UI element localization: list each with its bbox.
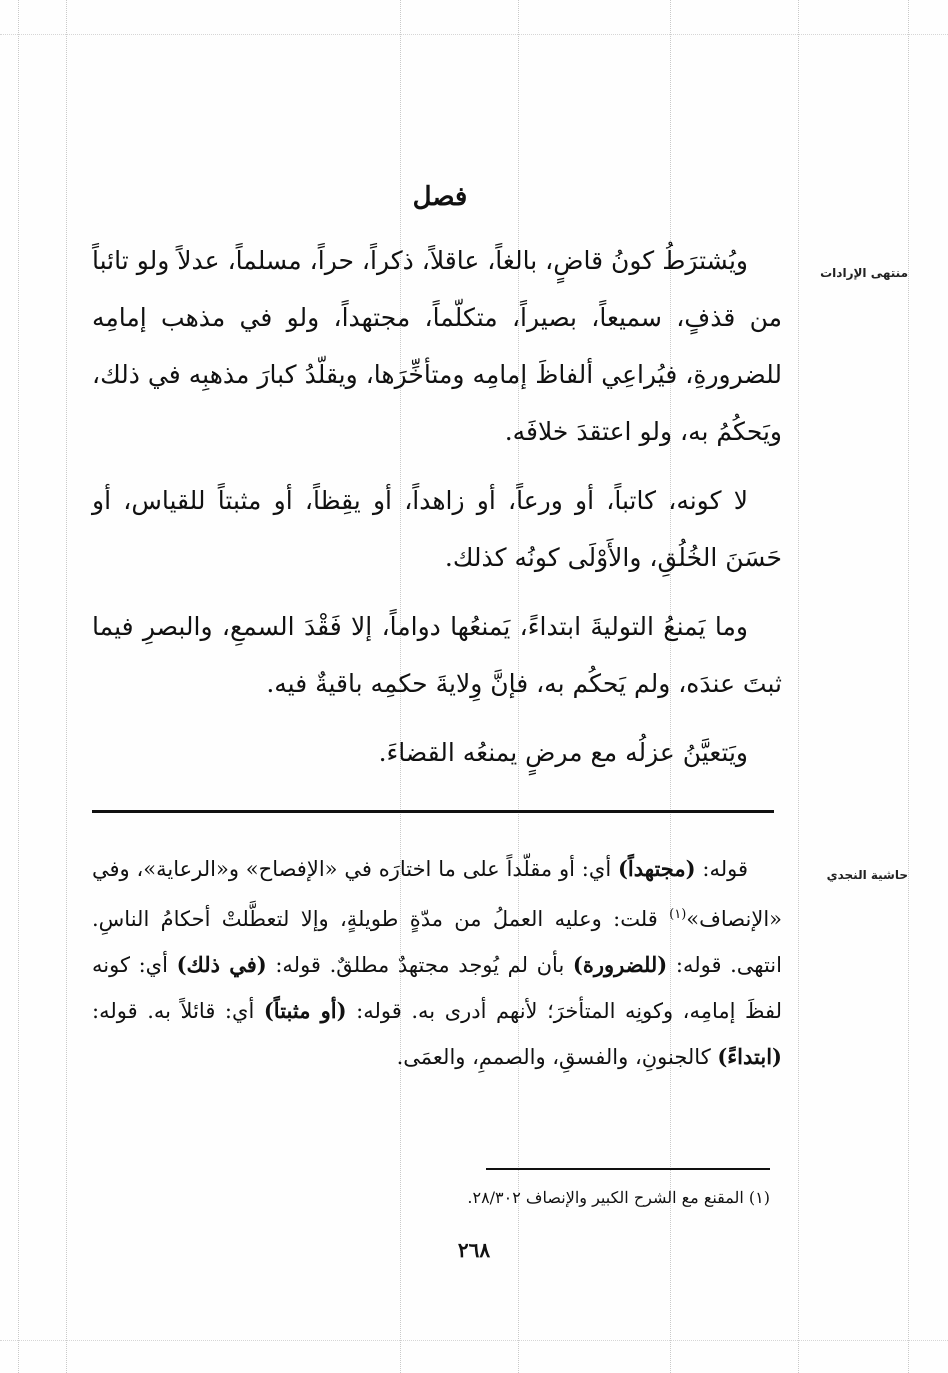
note-text: بأن لم يُوجد مجتهدٌ مطلقٌ. قوله: — [266, 953, 573, 977]
note-text: أي: قائلاً به. قوله: — [92, 999, 264, 1023]
main-paragraph: ويَتعيَّنُ عزلُه مع مرضٍ يمنعُه القضاءَ. — [378, 738, 748, 767]
note-keyword: (مجتهداً) — [617, 856, 696, 881]
section-heading: فصل — [412, 182, 468, 212]
footnote-ref: (١) — [669, 907, 687, 922]
main-text — [92, 232, 782, 793]
main-paragraph: لا كونه، كاتباً، أو ورعاً، أو زاهداً، أو يقِظاً، أو مثبتاً للقياس، أو حَسَنَ الخُلُقِ، والأَوْلَى كونُه كذلك. — [92, 486, 782, 572]
margin-guide — [0, 34, 948, 35]
note-text: قلت: وعليه العملُ من مدّةٍ طويلةٍ، وإلا لتعطَّلتْ أحكامُ الناسِ. انتهى. قوله: — [92, 907, 782, 977]
commentary-paragraph — [92, 846, 782, 1080]
footnote-divider — [486, 1168, 770, 1170]
note-text: أي: أو مقلّداً على ما اختارَه في «الإفصاح» و«الرعاية»، وفي «الإنصاف» — [92, 857, 782, 931]
main-paragraph: وما يَمنعُ التوليةَ ابتداءً، يَمنعُها دواماً، إلا فَقْدَ السمعِ، والبصرِ فيما ثبتَ عندَه، ولم يَحكُم به، فإنَّ وِلايةَ حكمِه باقيةٌ فيه. — [92, 612, 782, 698]
main-paragraph: ويُشترَطُ كونُ قاضٍ، بالغاً، عاقلاً، ذكراً، حراً، مسلماً، عدلاً ولو تائباً من قذفٍ، سميعاً، بصيراً، متكلّماً، مجتهداً، ولو في مذهب إمامِه للضرورةِ، فيُراعِي ألفاظَ إمامِه ومتأخِّرَها، ويقلّدُ كبارَ مذهبِه في ذلك، ويَحكُمُ به، ولو اعتقدَ خلافَه. — [92, 246, 782, 446]
footnote: (١) المقنع مع الشرح الكبير والإنصاف ٢٨/٣٠٢. — [467, 1188, 770, 1207]
commentary-text — [92, 846, 782, 1080]
note-text: قوله: — [695, 857, 748, 881]
note-text: أي: كونه لفظَ إمامِه، وكونِه المتأخرَ؛ لأنهم أدرى به. قوله: — [92, 953, 782, 1023]
note-text: كالجنونِ، والفسقِ، والصممِ، والعمَى. — [396, 1045, 718, 1069]
page-number: ٢٦٨ — [457, 1238, 491, 1262]
note-keyword: (للضرورة) — [572, 952, 668, 977]
side-label-notes: حاشية النجدي — [826, 868, 908, 882]
section-divider — [92, 810, 774, 813]
margin-guide — [908, 0, 909, 1373]
note-keyword: (ابتداءً) — [717, 1044, 782, 1069]
margin-guide — [0, 1340, 948, 1341]
side-label-main: منتهى الإرادات — [820, 266, 908, 280]
note-keyword: (في ذلك) — [176, 952, 267, 977]
note-keyword: (أو مثبتاً) — [263, 998, 347, 1023]
